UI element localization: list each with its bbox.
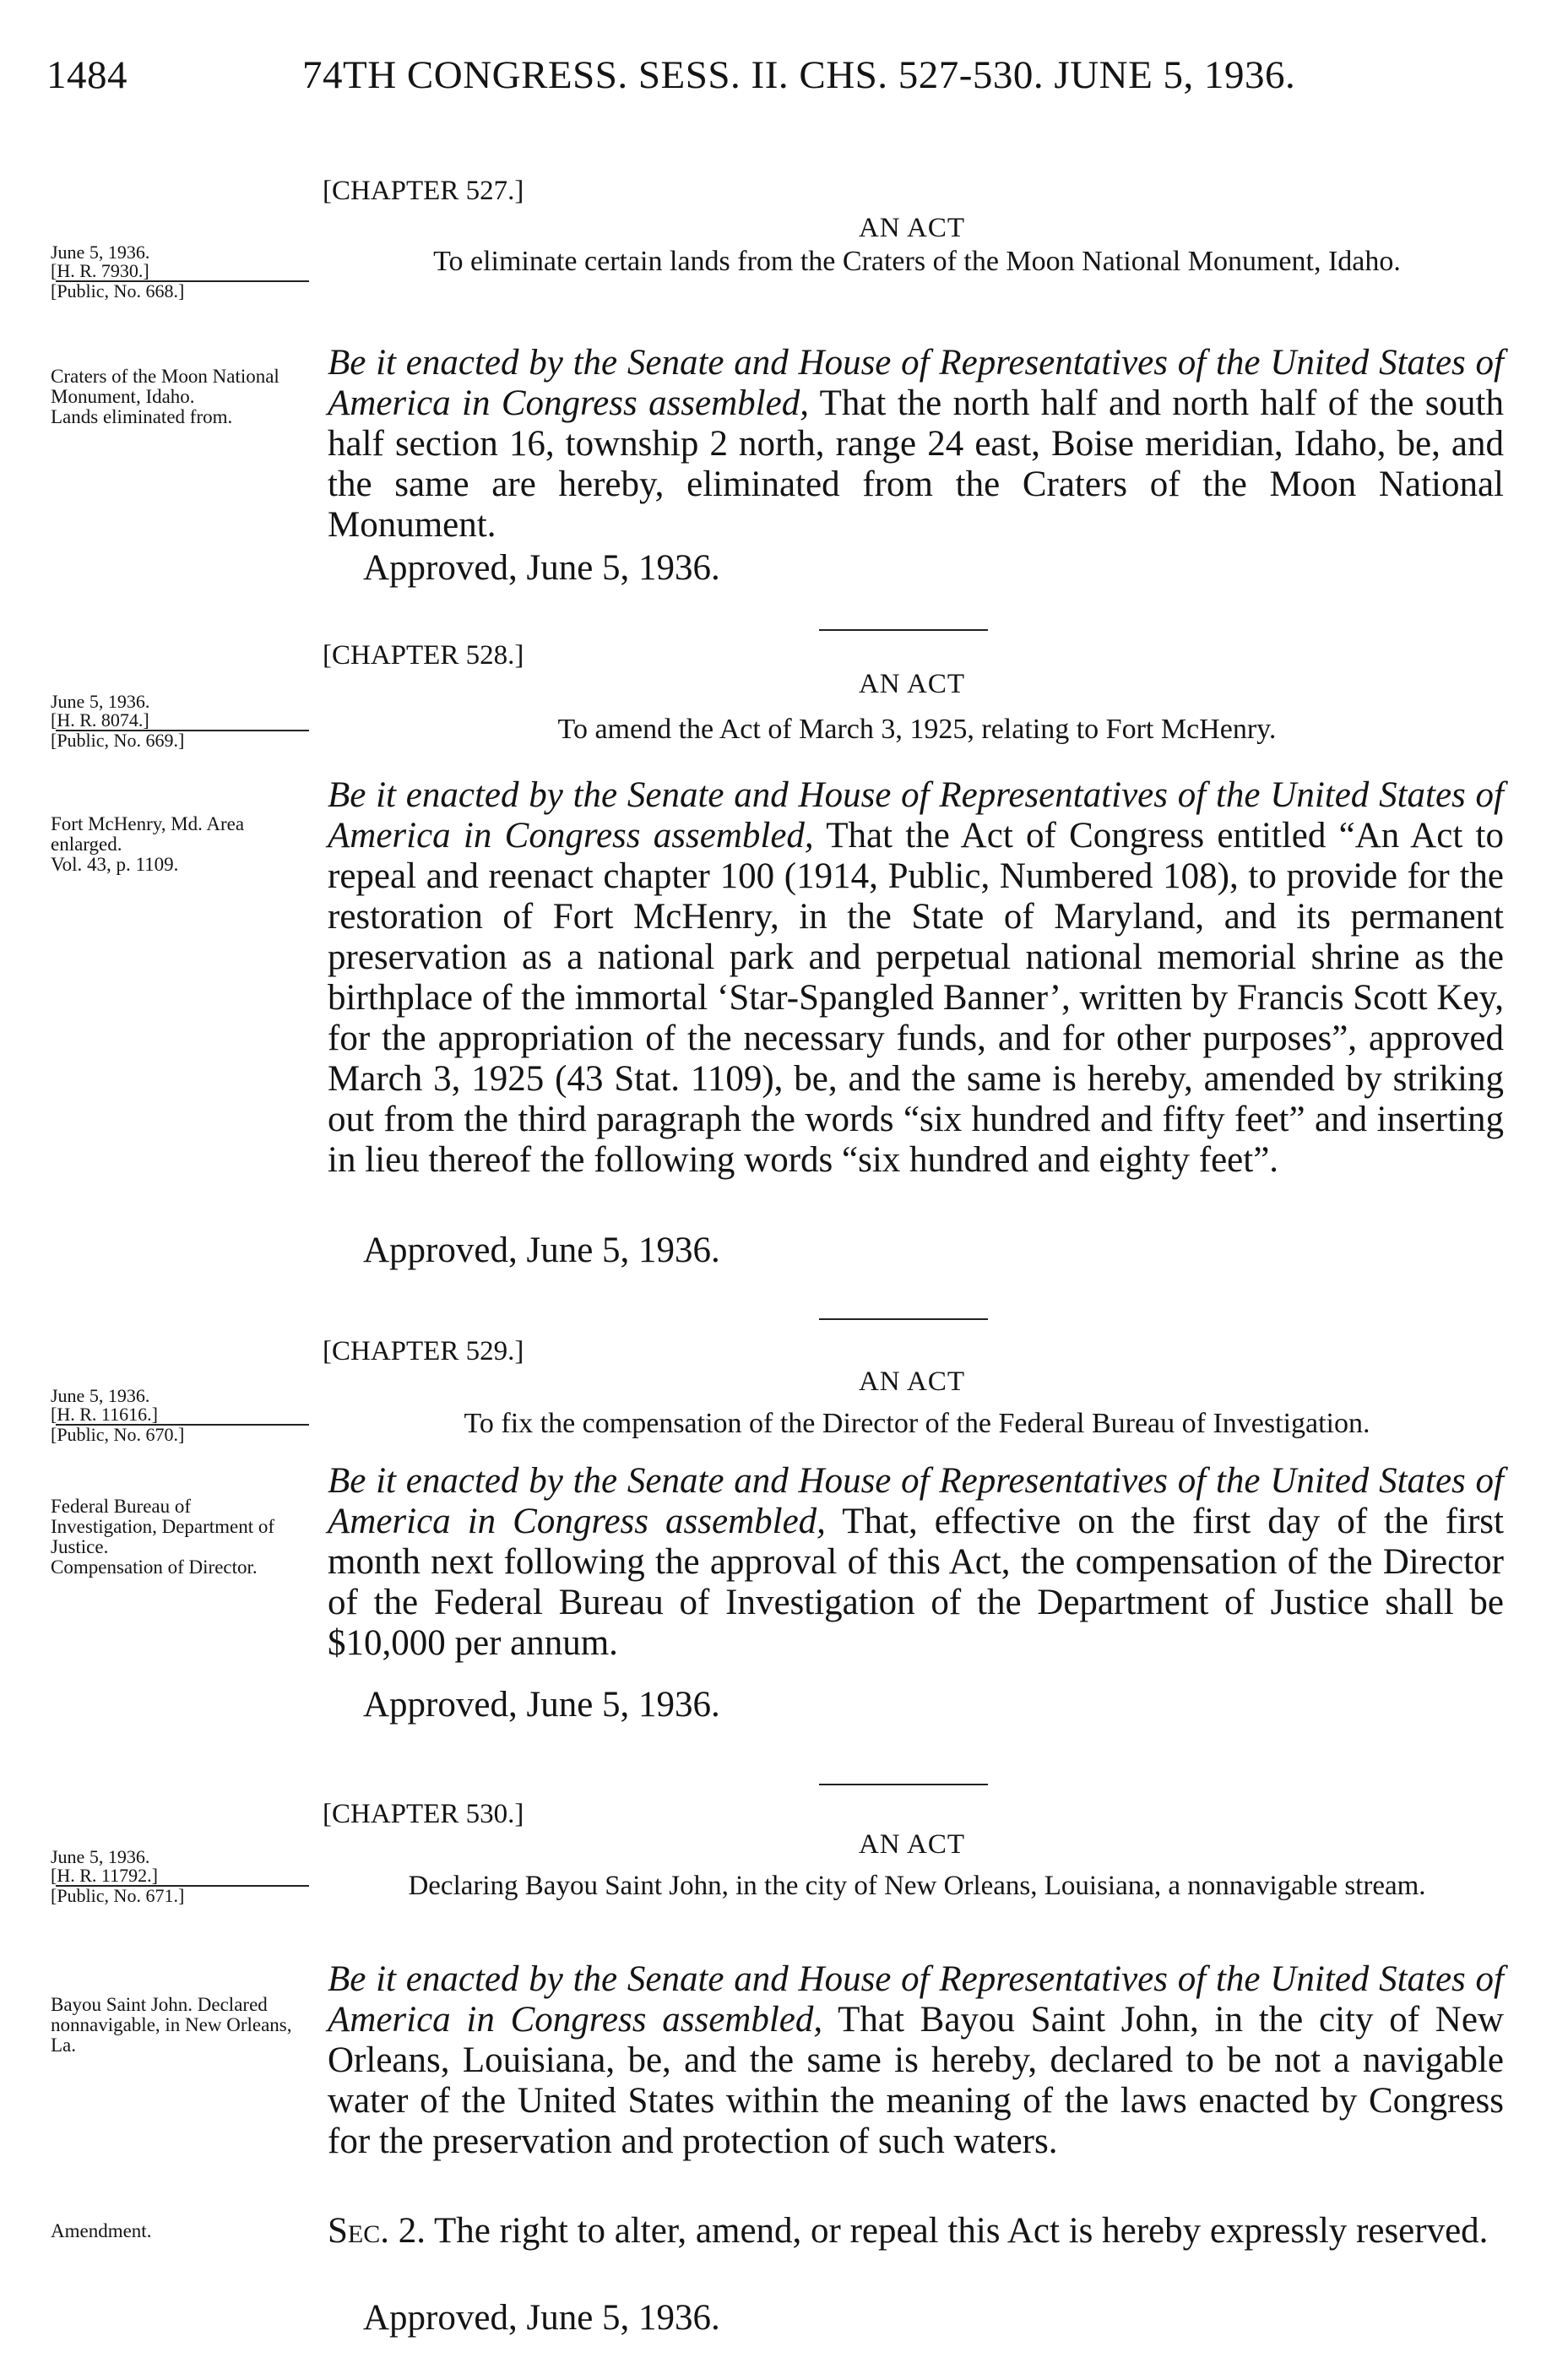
subject-note: Lands eliminated from. — [51, 406, 233, 427]
subject-note: Compensation of Director. — [51, 1556, 258, 1578]
approved-line: Approved, June 5, 1936. — [363, 1230, 720, 1270]
citation-rule — [56, 1424, 309, 1426]
margin-citation — [51, 1848, 304, 1905]
an-act-heading: AN ACT — [858, 1829, 966, 1860]
margin-note — [51, 1497, 304, 1578]
enacting-clause: Be it enacted by the Senate and House of Representatives of the United States of America in Congress assembled, — [328, 1461, 1504, 1541]
margin-note — [51, 814, 304, 875]
subject-note: Amendment. — [51, 2220, 152, 2241]
margin-citation — [51, 693, 304, 750]
citation-rule — [56, 730, 309, 731]
bill-number: [H. R. 8074.] — [51, 709, 149, 731]
chapter-label: [CHAPTER 530.] — [323, 1799, 524, 1829]
subject-note: Bayou Saint John. Declared nonnavigable, in New Orleans, La. — [51, 1994, 292, 2056]
act-body — [328, 775, 1504, 1181]
enacting-clause: Be it enacted by the Senate and House of Representatives of the United States of America in Congress assembled, — [328, 343, 1504, 423]
act-body — [328, 343, 1504, 546]
chapter-label: [CHAPTER 529.] — [323, 1336, 524, 1366]
act-text: That Bayou Saint John, in the city of New Orleans, Louisiana, be, and the same is hereby, declared to be not a navigable water of the United States within the meaning of the laws enacted by Congress for the preservation and protection of such waters. — [328, 2000, 1504, 2161]
margin-note — [51, 2221, 304, 2241]
volume-reference: Vol. 43, p. 1109. — [51, 854, 179, 875]
bill-number: [H. R. 11792.] — [51, 1865, 158, 1886]
margin-citation — [51, 1387, 304, 1444]
approved-line: Approved, June 5, 1936. — [363, 2298, 720, 2338]
act-text: That the north half and north half of the south half section 16, township 2 north, range 24 east, Boise meridian, Idaho, be, and the same are hereby, eliminated from the Craters of the Moon National Monument. — [328, 383, 1504, 545]
act-text: That the Act of Congress entitled “An Act to repeal and reenact chapter 100 (1914, Public, Numbered 108), to provide for the restoration of Fort McHenry, in the State of Maryland, and its permanent preservation as a national park and perpetual national memorial shrine as the birthplace of the immortal ‘Star-Spangled Banner’, written by Francis Scott Key, for the appropriation of the necessary funds, and for other purposes”, approved March 3, 1925 (43 Stat. 1109), be, and the same is hereby, amended by striking out from the third paragraph the words “six hundred and fifty feet” and inserting in lieu thereof the following words “six hundred and eighty feet”. — [328, 816, 1504, 1180]
margin-note — [51, 367, 296, 427]
chapter-label: [CHAPTER 527.] — [323, 176, 524, 206]
an-act-heading: AN ACT — [858, 669, 966, 699]
approval-date: June 5, 1936. — [51, 242, 150, 263]
bill-number: [H. R. 11616.] — [51, 1404, 158, 1425]
act-title: Declaring Bayou Saint John, in the city of New Orleans, Louisiana, a nonnavigable stream. — [408, 1871, 1426, 1901]
margin-note — [51, 1995, 304, 2056]
public-law-number: [Public, No. 670.] — [51, 1424, 185, 1445]
an-act-heading: AN ACT — [858, 1366, 966, 1397]
margin-citation — [51, 243, 304, 301]
act-body — [328, 1461, 1504, 1664]
approval-date: June 5, 1936. — [51, 1846, 150, 1867]
chapter-label: [CHAPTER 528.] — [323, 640, 524, 671]
chapter-divider — [819, 1784, 988, 1785]
public-law-number: [Public, No. 668.] — [51, 280, 185, 302]
act-title: To fix the compensation of the Director of the Federal Bureau of Investigation. — [464, 1408, 1370, 1439]
act-body — [328, 1959, 1504, 2162]
section-label: Sec. 2. — [328, 2211, 426, 2251]
enacting-clause: Be it enacted by the Senate and House of Representatives of the United States of America in Congress assembled, — [328, 1959, 1504, 2040]
citation-rule — [56, 1885, 309, 1887]
enacting-clause: Be it enacted by the Senate and House of Representatives of the United States of America in Congress assembled, — [328, 775, 1504, 856]
running-title: 74TH CONGRESS. SESS. II. CHS. 527-530. JUNE 5, 1936. — [302, 53, 1296, 97]
an-act-heading: AN ACT — [858, 213, 966, 243]
public-law-number: [Public, No. 671.] — [51, 1885, 185, 1906]
approved-line: Approved, June 5, 1936. — [363, 1685, 720, 1725]
chapter-divider — [819, 1318, 988, 1320]
subject-note: Craters of the Moon National Monument, Idaho. — [51, 366, 279, 407]
approved-line: Approved, June 5, 1936. — [363, 548, 720, 588]
act-text: That, effective on the first day of the first month next following the approval of this Act, the compensation of the Director of the Federal Bureau of Investigation of the Department of Justice shall be $10,000 per annum. — [328, 1502, 1504, 1663]
subject-note: Fort McHenry, Md. Area enlarged. — [51, 813, 245, 855]
chapter-divider — [819, 629, 988, 631]
bill-number: [H. R. 7930.] — [51, 260, 149, 281]
approval-date: June 5, 1936. — [51, 691, 150, 712]
running-header — [46, 52, 1499, 103]
subject-note: Federal Bureau of Investigation, Department of Justice. — [51, 1496, 275, 1557]
public-law-number: [Public, No. 669.] — [51, 730, 185, 751]
section-text: The right to alter, amend, or repeal this Act is hereby expressly reserved. — [433, 2211, 1489, 2251]
act-title: To amend the Act of March 3, 1925, relating to Fort McHenry. — [557, 714, 1277, 745]
page-number: 1484 — [46, 53, 128, 97]
citation-rule — [56, 280, 309, 282]
section-2 — [328, 2211, 1504, 2252]
act-title: To eliminate certain lands from the Craters of the Moon National Monument, Idaho. — [433, 246, 1401, 277]
approval-date: June 5, 1936. — [51, 1385, 150, 1406]
